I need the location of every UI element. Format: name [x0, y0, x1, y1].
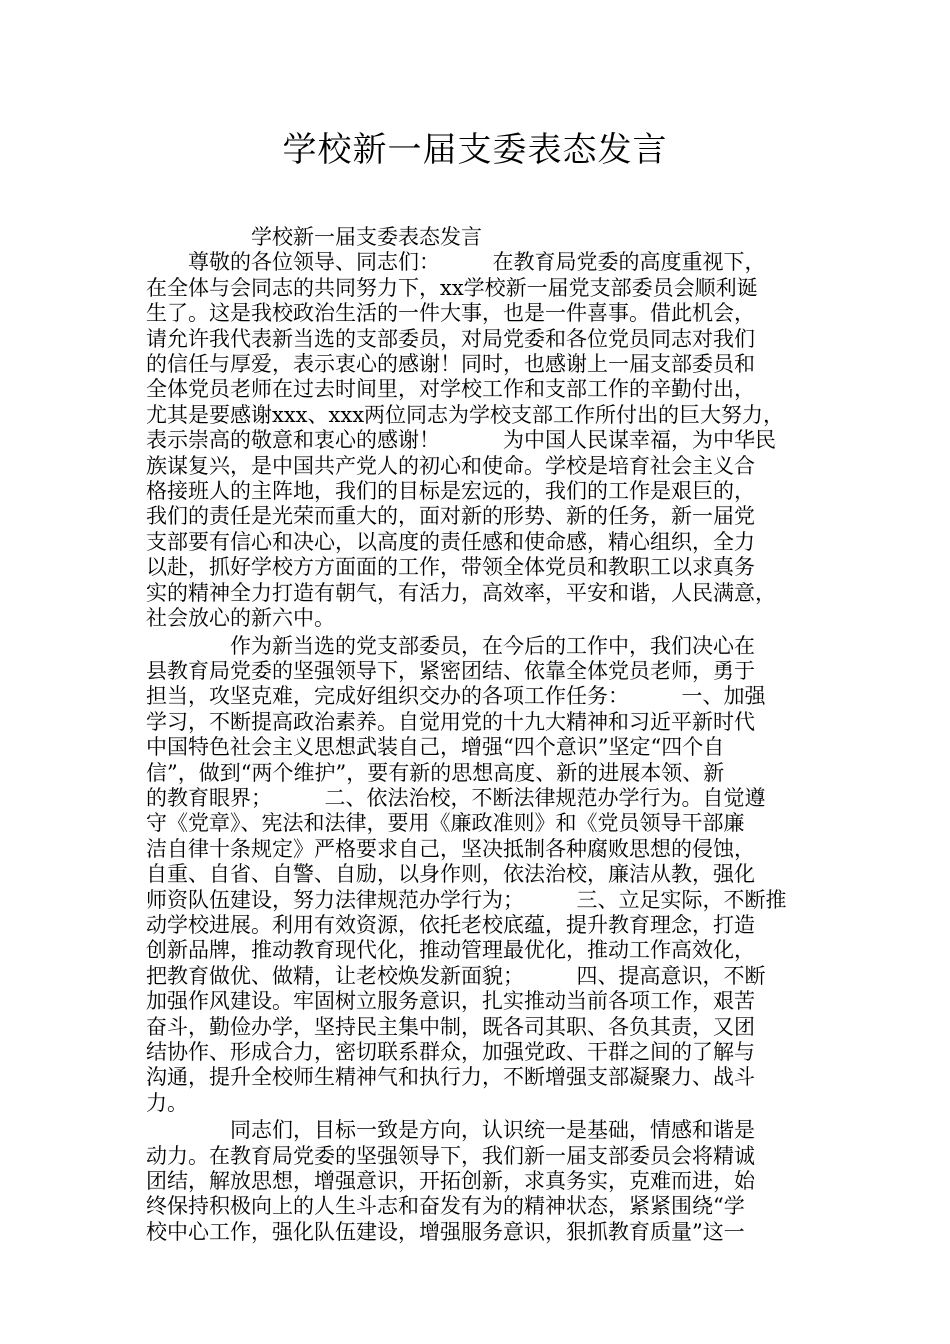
- text-line: 县教育局党委的坚强领导下，紧密团结、依靠全体党员老师，勇于: [146, 658, 755, 683]
- text-line: 尤其是要感谢xxx、xxx两位同志为学校支部工作所付出的巨大努力，: [146, 402, 785, 427]
- text-line: 社会放心的新六中。: [146, 606, 335, 631]
- text-line: 校中心工作，强化队伍建设，增强服务意识，狠抓教育质量”这一: [146, 1219, 745, 1244]
- text-line: 创新品牌，推动教育现代化，推动管理最优化，推动工作高效化，: [146, 938, 755, 963]
- text-line: 终保持积极向上的人生斗志和奋发有为的精神状态，紧紧围绕“学: [146, 1194, 745, 1219]
- text-line: 学校新一届支委表态发言: [146, 225, 482, 249]
- text-line: 全体党员老师在过去时间里，对学校工作和支部工作的辛勤付出，: [146, 377, 755, 402]
- text-line: 把教育做优、做精，让老校焕发新面貌； 四、提高意识，不断: [146, 963, 766, 988]
- text-line: 作为新当选的党支部委员，在今后的工作中，我们决心在: [146, 633, 755, 658]
- text-line: 的信任与厚爱，表示衷心的感谢！同时，也感谢上一届支部委员和: [146, 352, 755, 377]
- text-line: 在全体与会同志的共同努力下，xx学校新一届党支部委员会顺利诞: [146, 275, 758, 300]
- text-line: 实的精神全力打造有朝气，有活力，高效率，平安和谐，人民满意，: [146, 580, 776, 605]
- text-line: 生了。这是我校政治生活的一件大事，也是一件喜事。借此机会，: [146, 301, 755, 326]
- document-body: [146, 225, 810, 1245]
- document-title: 学校新一届支委表态发言: [282, 130, 668, 170]
- text-line: 力。: [146, 1090, 188, 1115]
- text-line: 担当，攻坚克难，完成好组织交办的各项工作任务： 一、加强: [146, 684, 766, 709]
- text-line: 中国特色社会主义思想武装自己，增强“四个意识”坚定“四个自: [146, 735, 725, 760]
- text-line: 族谋复兴，是中国共产党人的初心和使命。学校是培育社会主义合: [146, 453, 755, 478]
- text-line: 的教育眼界； 二、依法治校，不断法律规范办学行为。自觉遵: [146, 785, 766, 810]
- text-line: 自重、自省、自警、自励，以身作则，依法治校，廉洁从教，强化: [146, 862, 755, 887]
- text-line: 尊敬的各位领导、同志们： 在教育局党委的高度重视下，: [146, 250, 766, 275]
- text-line: 师资队伍建设，努力法律规范办学行为； 三、立足实际，不断推: [146, 887, 787, 912]
- text-line: 沟通，提升全校师生精神气和执行力，不断增强支部凝聚力、战斗: [146, 1065, 755, 1090]
- text-line: 以赴，抓好学校方方面面的工作，带领全体党员和教职工以求真务: [146, 555, 755, 580]
- text-line: 奋斗，勤俭办学，坚持民主集中制，既各司其职、各负其责，又团: [146, 1014, 755, 1039]
- text-line: 支部要有信心和决心，以高度的责任感和使命感，精心组织，全力: [146, 529, 755, 554]
- text-line: 请允许我代表新当选的支部委员，对局党委和各位党员同志对我们: [146, 326, 755, 351]
- text-line: 团结，解放思想，增强意识，开拓创新，求真务实，克难而进，始: [146, 1169, 755, 1194]
- text-line: 洁自律十条规定》严格要求自己，坚决抵制各种腐败思想的侵蚀，: [146, 836, 755, 861]
- text-line: 同志们，目标一致是方向，认识统一是基础，情感和谐是: [146, 1118, 755, 1143]
- text-line: 加强作风建设。牢固树立服务意识，扎实推动当前各项工作，艰苦: [146, 989, 755, 1014]
- text-line: 动力。在教育局党委的坚强领导下，我们新一届支部委员会将精诚: [146, 1143, 755, 1168]
- text-line: 结协作、形成合力，密切联系群众，加强党政、干群之间的了解与: [146, 1040, 755, 1064]
- text-line: 守《党章》、宪法和法律，要用《廉政准则》和《党员领导干部廉: [146, 811, 745, 836]
- text-line: 学习，不断提高政治素养。自觉用党的十九大精神和习近平新时代: [146, 709, 755, 734]
- text-line: 格接班人的主阵地，我们的目标是宏远的，我们的工作是艰巨的，: [146, 479, 755, 504]
- text-line: 我们的责任是光荣而重大的，面对新的形势、新的任务，新一届党: [146, 504, 755, 529]
- text-line: 动学校进展。利用有效资源，依托老校底蕴，提升教育理念，打造: [146, 912, 755, 937]
- text-line: 信”，做到“两个维护”，要有新的思想高度、新的进展本领、新: [146, 760, 725, 785]
- text-line: 表示崇高的敬意和衷心的感谢！ 为中国人民谋幸福，为中华民: [146, 428, 776, 453]
